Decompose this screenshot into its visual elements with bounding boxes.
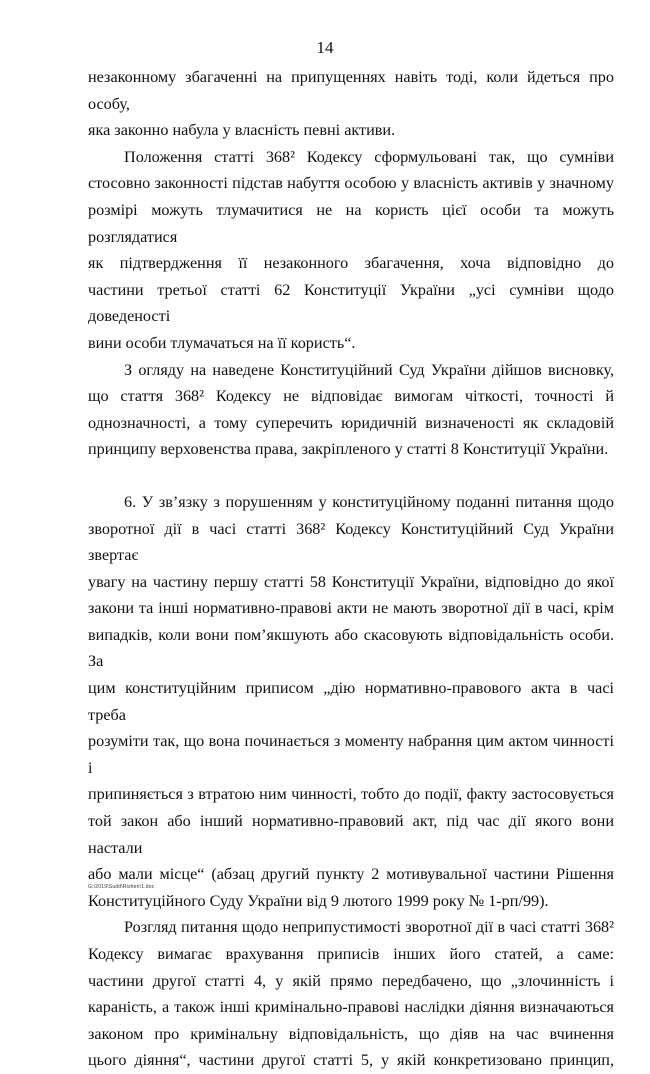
text-line: яка законно набула у власність певні активи. bbox=[88, 121, 396, 140]
text-line: цим конституційним приписом „дію нормативно-правового акта в часі треба bbox=[88, 679, 614, 724]
text-line: Кодексу вимагає врахування приписів інших його статей, а саме: bbox=[88, 945, 614, 963]
text-line: як підтвердження її незаконного збагачення, хоча відповідно до bbox=[88, 254, 614, 273]
text-line: увагу на частину першу статті 58 Конституції України, відповідно до якої bbox=[88, 572, 614, 591]
text-line: цього діяння“, частини другої статті 5, у якій конкретизовано принцип, bbox=[88, 1051, 614, 1070]
text-line: Розгляд питання щодо неприпустимості зворотної дії в часі статті 368² bbox=[124, 918, 614, 937]
text-line: незаконному збагаченні на припущеннях навіть тоді, коли йдеться про особу, bbox=[88, 68, 614, 113]
text-line: Конституційного Суду України від 9 лютого 1999 року № 1-рп/99). bbox=[88, 891, 549, 910]
text-line: принципу верховенства права, закріпленого у статті 8 Конституції України. bbox=[88, 440, 609, 459]
text-line: законом про кримінальну відповідальність, що діяв на час вчинення bbox=[88, 1024, 614, 1043]
paragraph-2 bbox=[88, 144, 614, 357]
text-line: З огляду на наведене Конституційний Суд України дійшов висновку, bbox=[124, 360, 614, 379]
text-line: вини особи тлумачаться на її користь“. bbox=[88, 333, 356, 352]
text-line: розуміти так, що вона починається з моменту набрання цим актом чинності і bbox=[88, 732, 614, 777]
paragraph-1 bbox=[88, 64, 614, 144]
text-line: 6. У зв’язку з порушенням у конституційному поданні питання щодо bbox=[124, 492, 614, 511]
text-line: зворотної дії в часі статті 368² Кодексу Конституційний Суд України звертає bbox=[88, 519, 614, 565]
text-line: стосовно законності підстав набуття особою у власність активів у значному bbox=[88, 174, 614, 193]
paragraph-5 bbox=[88, 914, 614, 1074]
text-line: або мали місце“ (абзац другий пункту 2 мотивувальної частини Рішення bbox=[88, 865, 614, 884]
text-line: однозначності, а тому суперечить юридичній визначеності як складовій bbox=[88, 413, 614, 432]
text-line: випадків, коли вони пом’якшують або скасовують відповідальність особи. За bbox=[88, 625, 614, 671]
text-line: караність, а також інші кримінально-правові наслідки діяння визначаються bbox=[88, 998, 614, 1017]
text-line: припиняється з втратою ним чинності, тобто до події, факту застосовується bbox=[88, 785, 614, 804]
text-line: розмірі можуть тлумачитися не на користь цієї особи та можуть розглядатися bbox=[88, 200, 614, 246]
text-line: той закон або інший нормативно-правовий акт, під час дії якого вони настали bbox=[88, 812, 614, 857]
text-line: Положення статті 368² Кодексу сформульовані так, що сумніви bbox=[124, 147, 614, 166]
text-line: що стаття 368² Кодексу не відповідає вимогам чіткості, точності й bbox=[88, 387, 614, 406]
document-body bbox=[88, 64, 614, 1074]
page-number: 14 bbox=[316, 38, 334, 57]
text-line: частини другої статті 4, у якій прямо передбачено, що „злочинність і bbox=[88, 971, 614, 990]
paragraph-gap bbox=[88, 463, 614, 489]
paragraph-4 bbox=[88, 489, 614, 915]
footer-file-path: G:\2019\Sudd\Rishen\1.doc bbox=[88, 884, 155, 890]
text-line: закони та інші нормативно-правові акти не мають зворотної дії в часі, крім bbox=[88, 599, 614, 618]
paragraph-3 bbox=[88, 357, 614, 463]
text-line: частини третьої статті 62 Конституції України „усі сумніви щодо доведеності bbox=[88, 280, 614, 326]
